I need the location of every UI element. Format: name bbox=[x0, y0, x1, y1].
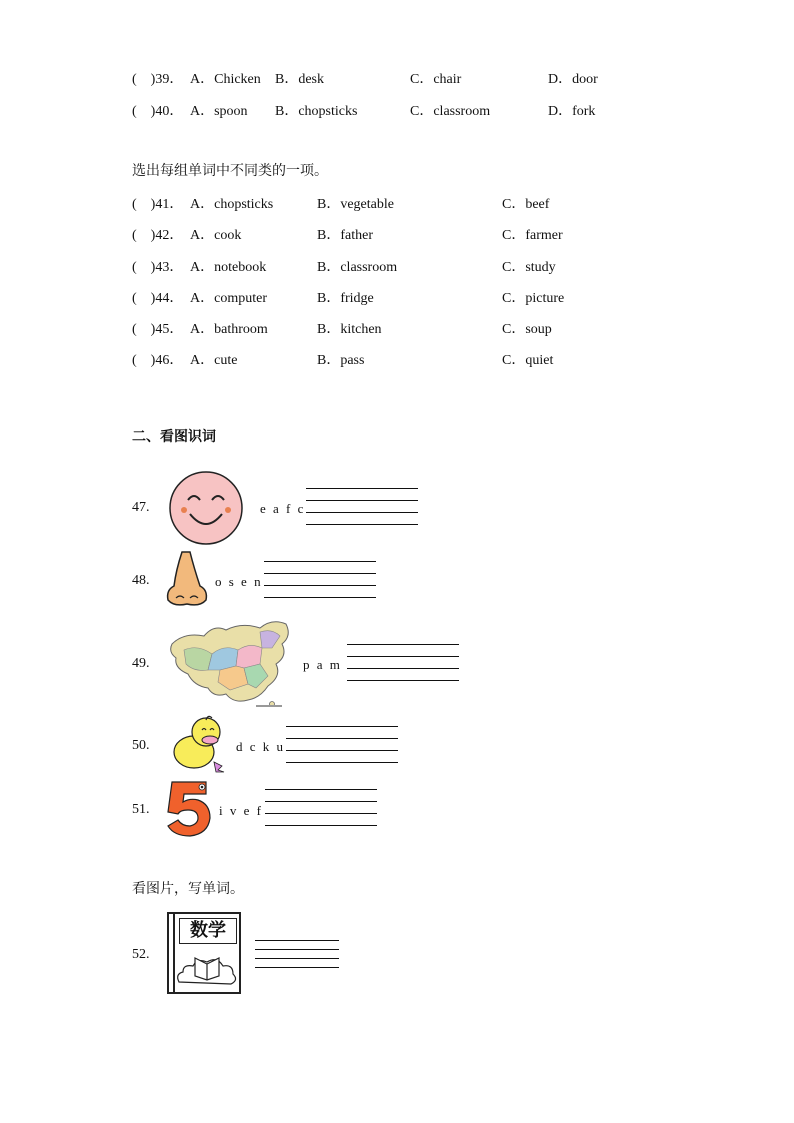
option-b: B．desk bbox=[275, 72, 324, 87]
option-a: A．spoon bbox=[190, 104, 248, 119]
question-46 bbox=[132, 349, 732, 369]
option-a: A．chopsticks bbox=[190, 197, 274, 212]
option-d: D．fork bbox=[548, 104, 596, 119]
question-45 bbox=[132, 318, 732, 338]
option-b: B．classroom bbox=[317, 260, 398, 275]
option-b: B．father bbox=[317, 228, 373, 243]
scrambled-letters: p a m bbox=[303, 657, 342, 672]
option-c: C．chair bbox=[410, 72, 462, 87]
answer-lines[interactable] bbox=[286, 726, 398, 774]
question-44 bbox=[132, 287, 732, 307]
option-c: C．farmer bbox=[502, 228, 563, 243]
item-number-49: 49. bbox=[132, 656, 150, 671]
answer-lines[interactable] bbox=[347, 644, 459, 692]
option-a: A．cute bbox=[190, 353, 238, 368]
option-b: B．fridge bbox=[317, 291, 374, 306]
question-39 bbox=[132, 68, 732, 88]
question-41 bbox=[132, 193, 732, 213]
option-c: C．classroom bbox=[410, 104, 491, 119]
option-b: B．vegetable bbox=[317, 197, 394, 212]
answer-lines[interactable] bbox=[306, 488, 418, 536]
scrambled-letters: d c k u bbox=[236, 739, 286, 754]
item-number-48: 48. bbox=[132, 573, 150, 588]
option-c: C．beef bbox=[502, 197, 550, 212]
option-c: C．study bbox=[502, 260, 556, 275]
option-c: C．picture bbox=[502, 291, 565, 306]
answer-lines[interactable] bbox=[265, 789, 377, 837]
china-map-icon bbox=[164, 614, 296, 710]
book-title: 数学 bbox=[179, 918, 237, 944]
scrambled-letters: o s e n bbox=[215, 574, 263, 589]
option-d: D．door bbox=[548, 72, 598, 87]
scrambled-letters: i v e f bbox=[219, 803, 263, 818]
answer-lines[interactable] bbox=[264, 561, 376, 609]
duck-icon bbox=[170, 712, 230, 776]
answer-lines[interactable] bbox=[255, 940, 339, 979]
item-number-51: 51. bbox=[132, 802, 150, 817]
question-number: ( )39． bbox=[132, 72, 184, 87]
write-instruction: 看图片，写单词。 bbox=[132, 882, 244, 897]
option-c: C．soup bbox=[502, 322, 552, 337]
question-number: ( )40． bbox=[132, 104, 184, 119]
question-number: ( )46． bbox=[132, 353, 184, 368]
question-number: ( )44． bbox=[132, 291, 184, 306]
option-b: B．chopsticks bbox=[275, 104, 358, 119]
option-a: A．notebook bbox=[190, 260, 267, 275]
nose-icon bbox=[164, 550, 210, 608]
question-42 bbox=[132, 224, 732, 244]
scrambled-letters: e a f c bbox=[260, 501, 306, 516]
item-number-50: 50. bbox=[132, 738, 150, 753]
math-book-icon bbox=[167, 912, 241, 994]
section-title: 二、看图识词 bbox=[132, 429, 216, 445]
question-43 bbox=[132, 256, 732, 276]
question-number: ( )41． bbox=[132, 197, 184, 212]
odd-one-out-instruction: 选出每组单词中不同类的一项。 bbox=[132, 164, 328, 179]
smiley-face-icon bbox=[168, 470, 244, 546]
option-b: B．kitchen bbox=[317, 322, 382, 337]
option-b: B．pass bbox=[317, 353, 365, 368]
option-a: A．computer bbox=[190, 291, 267, 306]
option-c: C．quiet bbox=[502, 353, 554, 368]
question-number: ( )42． bbox=[132, 228, 184, 243]
item-number-47: 47. bbox=[132, 500, 150, 515]
question-40 bbox=[132, 100, 732, 120]
question-number: ( )43． bbox=[132, 260, 184, 275]
option-a: A．Chicken bbox=[190, 72, 261, 87]
option-a: A．cook bbox=[190, 228, 242, 243]
number-five-icon bbox=[164, 778, 214, 838]
option-a: A．bathroom bbox=[190, 322, 268, 337]
question-number: ( )45． bbox=[132, 322, 184, 337]
item-number-52: 52. bbox=[132, 947, 150, 962]
